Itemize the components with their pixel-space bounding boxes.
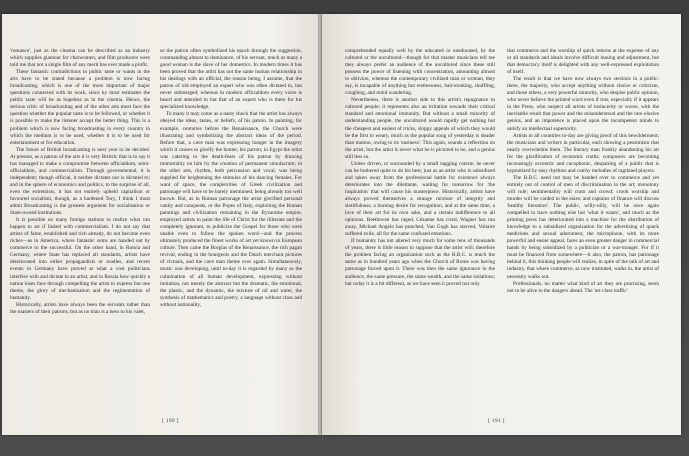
paragraph: The B.B.C. need not may be handed over to commerce and yet entirely out of control of men of discrimination in the art; monotony will rule; sentimentality will cram and crowd; crook worship and murder will be carded to the skies; and captains of finance will discuss 'healthy literature'. The public, willy-nilly, will be once again compelled to have nothing else but 'what it wants', and much as the printing press has deteriorated into a machine for the distribution of knowledge to a subsidized organization for the advertising of quack medicines and sexual adornment, the microphone, with its more powerful and easier appeal, faces an even greater danger in commercial hands by being subsidized by a politician or a war-monger. For if it must be financed from somewhere—it also, the patron, has patronage behind it, this thinking people will realize, in spite of the talk of art and industry, that where commerce, as now instituted, walks in, the artist of necessity walks out.	[507, 174, 659, 280]
paragraph: It is possible on many foreign stations to realize what can happen to art if linked with commercialism. I do not say that artists of fame, established and rich already, do not become even richer—as in America, where fantastic sums are handed out by commerce to the successful. On the other hand, in Russia and Germany, where State has replaced all standards, artists have deteriorated into either propagandists or toadies, and recent events in Germany have proved at what a cost politicians interfere with and dictate to an artist, and in Russia how quickly a nation loses face through compelling the artist to express but one theme, the glory of mechanization and the regimentation of humanity.	[10, 217, 150, 301]
paragraph: Professionals, no matter what kind of art they are practising, seem not to be alive to the dangers ahead. The 'art-class traffic'	[507, 280, 659, 294]
paragraph: so the patron often symbolized his epoch through the suggestion, commanding almost to dominance, of his servant, much as many a good woman is the slave of her domestics. In modern times it has been proved that the artist has not the same human relationship in his dealings with an official, the reason being, I assume, that the patron of old employed an expert who was often dictated to, but never submerged; whereas in modern officialdom every voice is heard and attended to but that of an expert who is there for his specialized knowledge.	[160, 48, 302, 111]
page-number-left: [ 190 ]	[162, 418, 179, 424]
paragraph: If humanity has not altered very much for some tens of thousands of years, there is little reason to suppose that the artist will; therefore the problem facing an organization such as the B.B.C. is much the same as in hundred years ago when the Church of Rome was having patronage forced upon it. There was then the same ignorance in the audience, the same pressure, the same wealth, and the same isolations; but today it is a bit different, as we have seen it proved not only	[345, 238, 495, 287]
right-page-column-1	[345, 48, 495, 430]
paragraph: Artists in all countries to-day are giving proof of this bewilderment; the musicians and writers in particular, each showing a pessimism that nearly overwhelms them. The literary man frankly abandoning his art for the glorification of economic truths; composers are becoming increasingly eccentric and cacophonic, despairing of a public that is hypnotized by easy rhythms and catchy melodies of ragtimed players.	[507, 132, 659, 174]
paragraph: Historically, artists have always been the servants rather than the masters of their patrons, but as no man is a hero to his valet,	[10, 301, 150, 315]
paragraph: that commerce and the worship of quick returns at the expense of any or all standards and ideals involve difficult leasing and adjustment, but that democracy itself is delighted with any well-expressed exploitation of itself.	[507, 48, 659, 76]
paragraph: The result is that we have now always two sections in a public: there, the majority, who accept anything without choice or criticism, and those others, a very powerful minority, who despise public opinion, who never believe the printed word even if true, especially if it appears in the Press, who suspect all artists of insincerity or worse, with the inevitable result that power and the misunderstood and the rare elusive genius, and an impotence is placed upon the incompetent minds to satisfy an intellectual superiority.	[507, 76, 659, 132]
paragraph: These fantastic contradictions in public taste or wants in the arts have to be stated because a problem is now facing broadcasting, which is one of the most important of major questions connected with its work, since by most estimates the public taste will be as hopeless as in the cinema. Hence, the serious critic of broadcasting and of the other arts must face the question whether the popular taste is to be followed, or whether it is possible to make the listener accept the better thing. This is a problem which is now facing broadcasting in every country in which the medium is to be used, whether it is to be used for entertainment or for education.	[10, 69, 150, 146]
paragraph: To many it may come as a nasty shock that the artist has always obeyed the ideas, tastes, or beliefs, of his patron. In painting, for example, centuries before the Renaissance, the Church were illustrating and symbolizing the abstract ideas of the period. Before that, a cave man was expressing hunger in the imagery which it causes to glorify the hunter, his patron; in Egypt the artist was catering to the death-fears of his patron by drawing immortality on him by the creation of permanent simulacrum; in the other arts, rhythm, both percussion and vocal, was being supplied for heightening the stimulus of his dancing females. For want of space, the complexities of Greek civilization and patronage will have to be barely mentioned, being already too well known. But, as in Roman patronage the artist glorified personal vanity and conquests, or the Popes of Italy, exploiting the Roman paintings and civilization remaining in the Byzantine empire, employed artists to paint the life of Christ for the illiterate and the completely ignorant, to publicize the Gospel for those who were unable even to follow the spoken word—and the process ultimately produced the finest works of art yet known to European culture. Then came the Borgias of the Renaissance, the rich pagan revival, ending in the bourgeois and the Dutch merchant pictures of victuals, and the cave man theme over again. Simultaneously, music was developing, until to-day it is regarded by many as the culmination of all human development, expressing without imitation, not merely the abstract but the dramatic, the emotional, the plastic, and the dynamic, the mixture of oil and water, the synthesis of mathematics and poetry, a language without class and without nationality,	[160, 111, 302, 308]
left-page	[2, 14, 318, 435]
paragraph: 'romance', just as the cinema can be described as an industry which supplies glamour for charwomen, and film producers were told me that not a single film of any merit has ever made a profit.	[10, 48, 150, 69]
page-number-right: [ 191 ]	[488, 418, 505, 424]
left-page-column-2	[160, 48, 302, 430]
right-page	[322, 14, 681, 435]
paragraph: Nevertheless, there is another side to this artist's repugnance to cultured people; it represents also an irritation towards their critical standard and emotional immunity. But without a small minority of understanding people, the uncultured would rapidly get nothing but the cheapest and easiest of tricks, sloppy appeals of which they would be the first to weary, much as the popular song of yesterday is deader than mutton, owing to its 'easiness'. This again, sounds a reflection on the artist, but the artist is never what he is pictured to be, and a genius still less so.	[345, 97, 495, 160]
right-page-column-2	[507, 48, 659, 430]
left-page-column-1	[10, 48, 150, 430]
paragraph: comprehended equally well by the educated or uneducated, by the cultured or the uncultured—though for that master musicians tell me they always prefer an audience of the uncultured since these still possess the power of listening with concentration, amounting almost to oblivion, whereas the contemporary civilized man or woman, they say, is incapable of anything but restlessness, hair-stroking, shuffling, coughing, and mind wandering.	[345, 48, 495, 97]
paragraph: Unless driven, or surrounded by a small nagging coterie, he never can be bothered quite to do his best; just as an artist who is subsidized and taken away from the professional battle for existence always deteriorates into the dilettante, waiting for tomorrow for 'the inspiration' that will cause his masterpiece. Historically, artists have always proved themselves a strange mixture of integrity and slothfulness; a burning desire for recognition, and at the same time, a love of their art for its own sake, and a certain indifference to all opinions. Beethoven has raged, Cézanne has cried, Wagner has run away, Michael Angelo has punched, Van Gogh has starved, Voltaire suffered exile, all for the same confused emotions.	[345, 160, 495, 238]
paragraph: The future of British broadcasting is next year to be decided. At present, as a patron of the arts it is very British; that is to say it has managed to make a compromise between officialdom, semi-officialdom, and commercialism. Through governmental, it is independent; though official, it neither dictates nor is dictated to; and in the sphere of economics and politics, to the surprise of all, even the extremists, it has not entirely upheld capitalism or favoured socialism, though, as a hardened Tory, I think I must admit Broadcasting is the greatest argument for socialisation or State-owned institutions.	[10, 146, 150, 217]
